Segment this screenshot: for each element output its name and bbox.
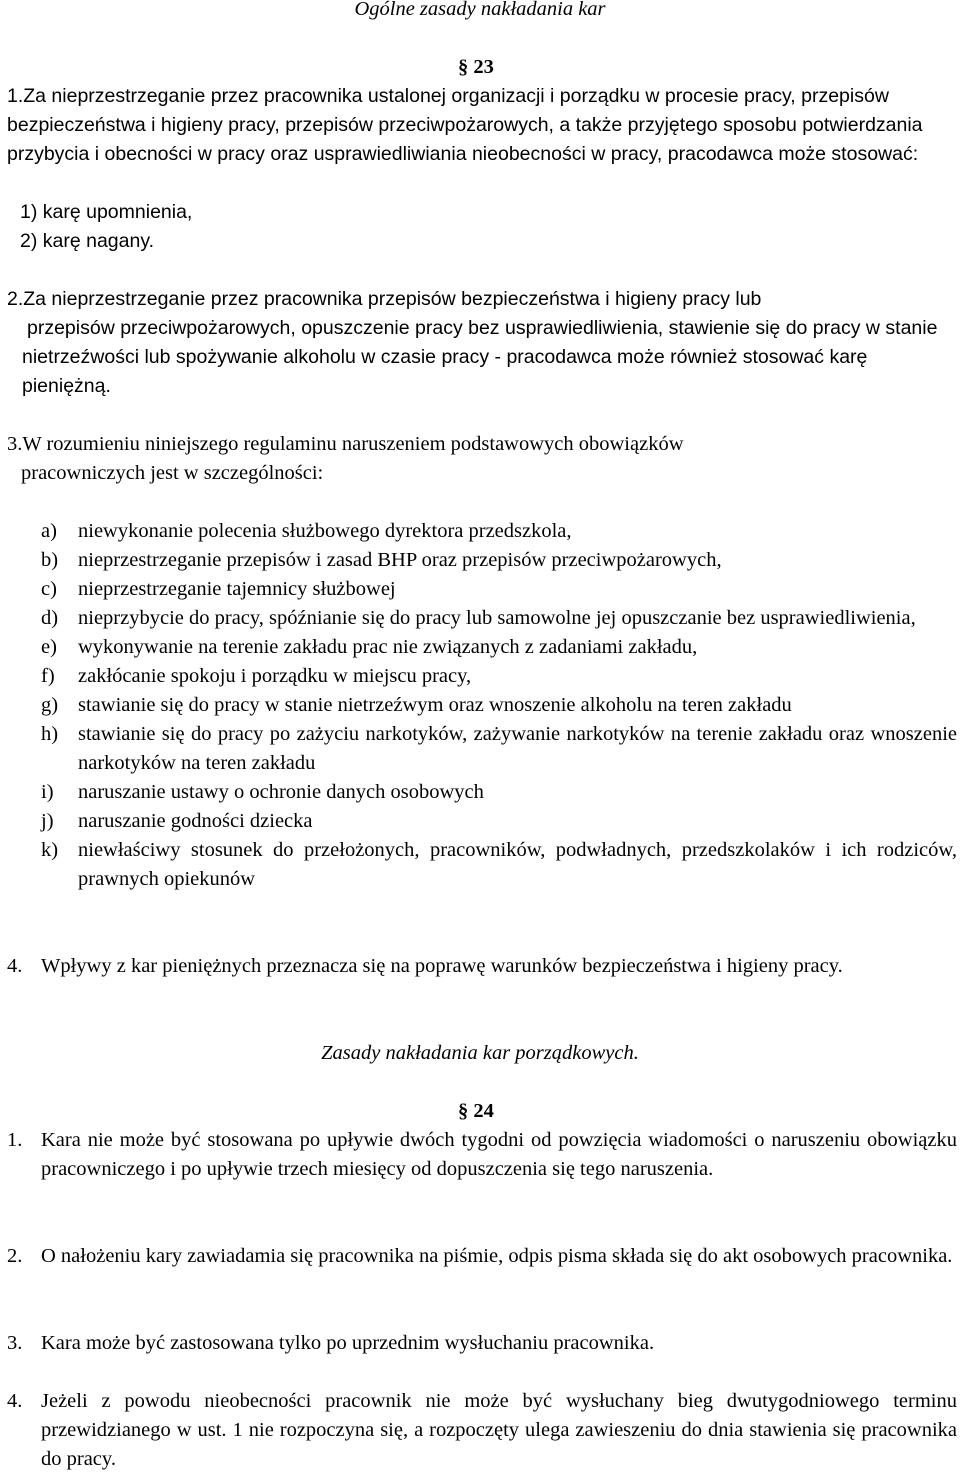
- section-23-marker: § 23: [458, 56, 494, 78]
- paragraph-1: [7, 82, 947, 169]
- paragraph-2-rest: przepisów przeciwpożarowych, opuszczenie pracy bez usprawiedliwienia, stawienie się do pracy w stanie nietrzeźwości lub spożywanie alkoholu w czasie pracy - pracodawca może również stosować karę pieniężną.: [22, 317, 938, 397]
- paragraph-4: 4. Wpływy z kar pieniężnych przeznacza się na poprawę warunków bezpieczeństwa i higieny pracy.: [7, 955, 843, 977]
- list-item: k) niewłaściwy stosunek do przełożonych, pracowników, podwładnych, przedszkolaków i ich rodziców, prawnych opiekunów: [41, 839, 957, 890]
- list-item: e) wykonywanie na terenie zakładu prac nie związanych z zadaniami zakładu,: [41, 636, 698, 658]
- list-item: b) nieprzestrzeganie przepisów i zasad BHP oraz przepisów przeciwpożarowych,: [41, 549, 722, 571]
- list-item: g) stawianie się do pracy w stanie nietrzeźwym oraz wnoszenie alkoholu na teren zakładu: [41, 694, 792, 716]
- violations-list: [41, 517, 957, 894]
- list-item: h) stawianie się do pracy po zażyciu narkotyków, zażywanie narkotyków na terenie zakładu oraz wnoszenie narkotyków na teren zakładu: [41, 723, 957, 774]
- section-24-item-4: 4. Jeżeli z powodu nieobecności pracownik nie może być wysłuchany bieg dwutygodniowego terminu przewidzianego w ust. 1 nie rozpoczyna się, a rozpoczęty ulega zawieszeniu do dnia stawienia się pracownika do pracy.: [7, 1390, 957, 1470]
- paragraph-2-lead: 2.Za nieprzestrzeganie przez pracownika przepisów bezpieczeństwa i higieny pracy lub: [7, 288, 762, 310]
- list-item: c) nieprzestrzeganie tajemnicy służbowej: [41, 578, 396, 600]
- section-24-item-1: 1. Kara nie może być stosowana po upływie dwóch tygodni od powzięcia wiadomości o naruszeniu obowiązku pracowniczego i po upływie trzech miesięcy od dopuszczenia się tego naruszenia.: [7, 1129, 957, 1180]
- section-24-item-2: 2. O nałożeniu kary zawiadamia się pracownika na piśmie, odpis pisma składa się do akt osobowych pracownika.: [7, 1245, 953, 1267]
- paragraph-3-lead: 3.W rozumieniu niniejszego regulaminu naruszeniem podstawowych obowiązków: [7, 433, 684, 455]
- section-24-item-3: 3. Kara może być zastosowana tylko po uprzednim wysłuchaniu pracownika.: [7, 1332, 655, 1354]
- section-24-marker: § 24: [458, 1100, 494, 1122]
- heading-disciplinary-rules: Zasady nakładania kar porządkowych.: [321, 1042, 639, 1064]
- heading-general-rules: Ogólne zasady nakładania kar: [354, 0, 606, 20]
- paragraph-1-text: 1.Za nieprzestrzeganie przez pracownika ustalonej organizacji i porządku w procesie pracy, przepisów bezpieczeństwa i higieny pracy, przepisów przeciwpożarowych, a także przyjętego sposobu potwierdzania przybycia i obecności w pracy oraz usprawiedliwiania nieobecności w pracy, pracodawca może stosować:: [7, 85, 923, 165]
- list-item: j) naruszanie godności dziecka: [41, 810, 313, 832]
- list-item: f) zakłócanie spokoju i porządku w miejscu pracy,: [41, 665, 472, 687]
- list-item: i) naruszanie ustawy o ochronie danych osobowych: [41, 781, 484, 803]
- list-item: d) nieprzybycie do pracy, spóźnianie się do pracy lub samowolne jej opuszczanie bez usprawiedliwienia,: [41, 607, 916, 629]
- penalty-item-2: 2) karę nagany.: [20, 230, 155, 252]
- paragraph-3-rest: pracowniczych jest w szczególności:: [21, 462, 324, 484]
- penalty-item-1: 1) karę upomnienia,: [20, 201, 193, 223]
- list-item: a) niewykonanie polecenia służbowego dyrektora przedszkola,: [41, 520, 572, 542]
